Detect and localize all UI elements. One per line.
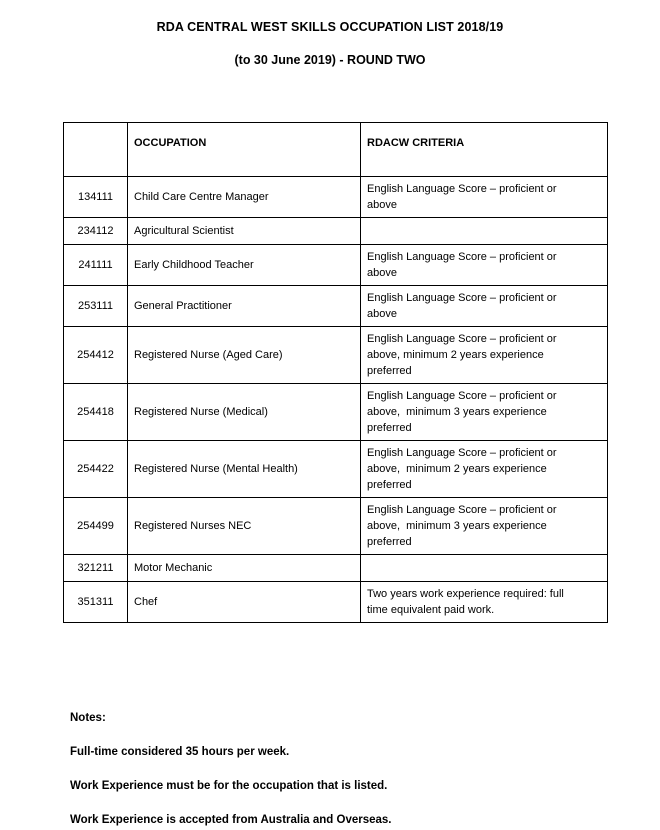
occupation-code: 351311 bbox=[64, 582, 128, 623]
occupation-code: 241111 bbox=[64, 245, 128, 286]
table-row bbox=[64, 218, 608, 245]
table-row bbox=[64, 286, 608, 327]
occupation-code: 254412 bbox=[64, 327, 128, 384]
note-line: Full-time considered 35 hours per week. bbox=[70, 746, 290, 758]
occupation-code: 254418 bbox=[64, 384, 128, 441]
occupation-code: 134111 bbox=[64, 177, 128, 218]
criteria-text: English Language Score – proficient or above, minimum 3 years experience preferred bbox=[361, 384, 608, 441]
notes-heading: Notes: bbox=[70, 712, 106, 724]
document-title bbox=[0, 20, 660, 67]
occupation-name: Chef bbox=[128, 582, 361, 623]
occupation-code: 234112 bbox=[64, 218, 128, 245]
occupation-name: Motor Mechanic bbox=[128, 555, 361, 582]
criteria-text: English Language Score – proficient or above bbox=[361, 177, 608, 218]
title-line-1: RDA CENTRAL WEST SKILLS OCCUPATION LIST 2018/19 bbox=[156, 20, 504, 34]
criteria-text bbox=[361, 555, 608, 582]
occupation-name: Child Care Centre Manager bbox=[128, 177, 361, 218]
occupation-name: Early Childhood Teacher bbox=[128, 245, 361, 286]
table-header-row bbox=[64, 123, 608, 177]
table-row bbox=[64, 582, 608, 623]
title-line-2: (to 30 June 2019) - ROUND TWO bbox=[234, 53, 426, 67]
occupation-code: 321211 bbox=[64, 555, 128, 582]
criteria-text: English Language Score – proficient or above, minimum 3 years experience preferred bbox=[361, 498, 608, 555]
occupation-name: Registered Nurses NEC bbox=[128, 498, 361, 555]
criteria-text: English Language Score – proficient or above, minimum 2 years experience preferred bbox=[361, 441, 608, 498]
table-row bbox=[64, 177, 608, 218]
occupation-name: Agricultural Scientist bbox=[128, 218, 361, 245]
occupation-name: Registered Nurse (Mental Health) bbox=[128, 441, 361, 498]
table-body bbox=[64, 177, 608, 623]
occupation-name: Registered Nurse (Medical) bbox=[128, 384, 361, 441]
table-row bbox=[64, 498, 608, 555]
table-row bbox=[64, 555, 608, 582]
table-row bbox=[64, 245, 608, 286]
table-row bbox=[64, 441, 608, 498]
criteria-text: English Language Score – proficient or above, minimum 2 years experience preferred bbox=[361, 327, 608, 384]
criteria-text: Two years work experience required: full time equivalent paid work. bbox=[361, 582, 608, 623]
criteria-text bbox=[361, 218, 608, 245]
header-occupation: OCCUPATION bbox=[128, 123, 361, 177]
note-line: Work Experience must be for the occupation that is listed. bbox=[70, 780, 388, 792]
occupation-code: 254422 bbox=[64, 441, 128, 498]
table-row bbox=[64, 327, 608, 384]
table-header bbox=[64, 123, 608, 177]
header-code bbox=[64, 123, 128, 177]
occupation-code: 253111 bbox=[64, 286, 128, 327]
criteria-text: English Language Score – proficient or above bbox=[361, 245, 608, 286]
note-line: Work Experience is accepted from Australia and Overseas. bbox=[70, 814, 392, 826]
header-criteria: RDACW CRITERIA bbox=[361, 123, 608, 177]
occupation-list-table bbox=[63, 122, 608, 623]
notes-section bbox=[70, 712, 610, 826]
occupation-name: Registered Nurse (Aged Care) bbox=[128, 327, 361, 384]
occupation-code: 254499 bbox=[64, 498, 128, 555]
criteria-text: English Language Score – proficient or above bbox=[361, 286, 608, 327]
occupation-name: General Practitioner bbox=[128, 286, 361, 327]
table-row bbox=[64, 384, 608, 441]
